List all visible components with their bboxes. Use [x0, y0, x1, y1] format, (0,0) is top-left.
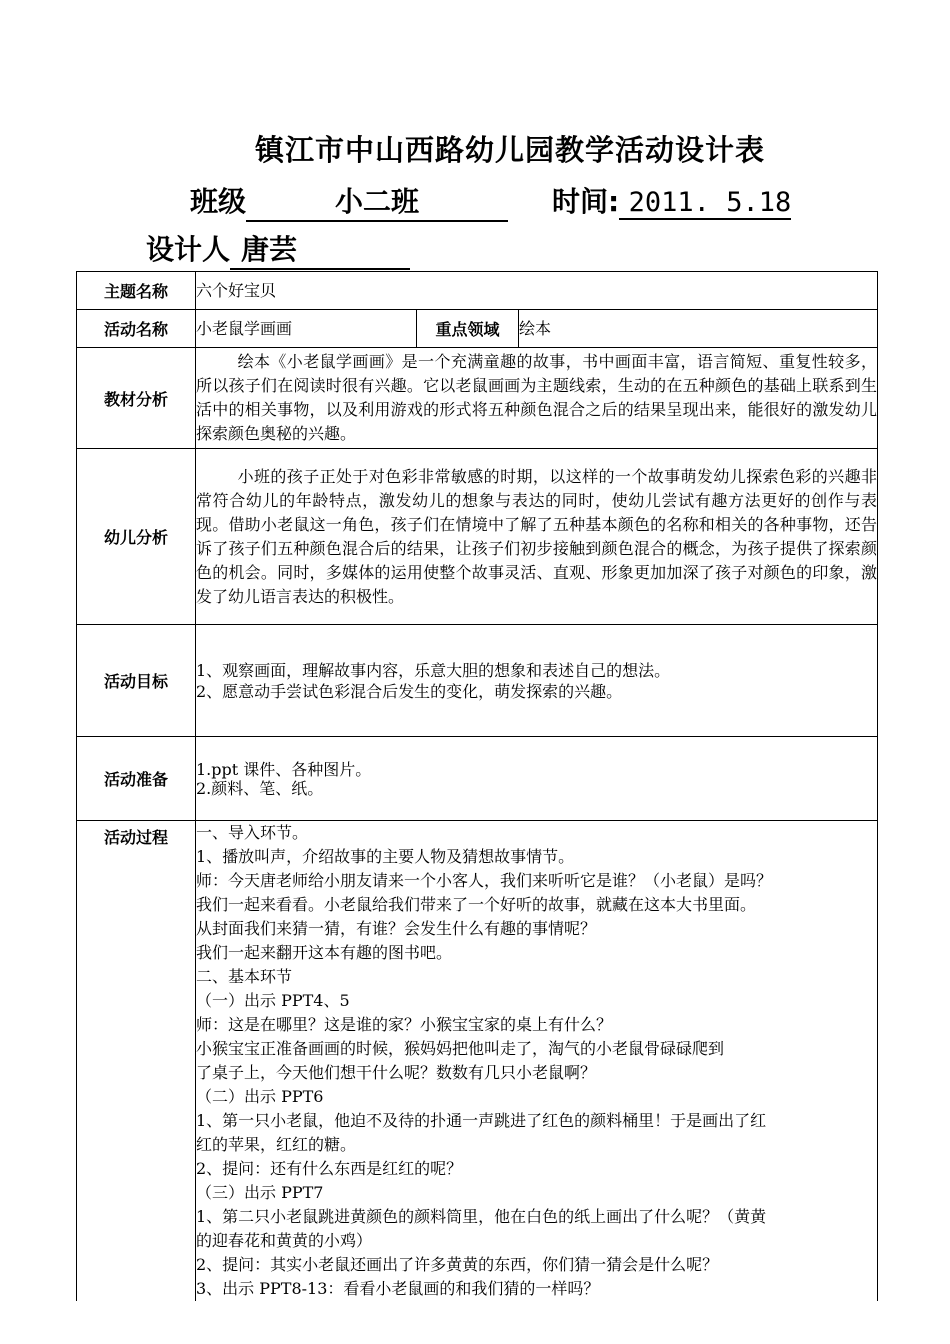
designer-value: 唐芸 — [230, 228, 410, 270]
process-line: 师：今天唐老师给小朋友请来一个小客人，我们来听听它是谁？（小老鼠）是吗？ — [196, 871, 773, 890]
process-line: 我们一起来翻开这本有趣的图书吧。 — [196, 943, 453, 962]
activity-design-table — [76, 271, 878, 1301]
designer-label: 设计人 — [146, 233, 231, 266]
document-title: 镇江市中山西路幼儿园教学活动设计表 — [254, 133, 765, 167]
process-line: 1、播放叫声，介绍故事的主要人物及猜想故事情节。 — [196, 847, 575, 866]
process-line: 我们一起来看看。小老鼠给我们带来了一个好听的故事，就藏在这本大书里面。 — [196, 895, 757, 914]
child-analysis-label: 幼儿分析 — [77, 449, 196, 625]
process-line: （三）出示 PPT7 — [196, 1183, 324, 1202]
process-line: 3、出示 PPT8-13：看看小老鼠画的和我们猜的一样吗？ — [196, 1279, 600, 1298]
child-analysis-cell — [196, 449, 878, 625]
theme-label: 主题名称 — [77, 272, 196, 310]
process-line: 了桌子上，今天他们想干什么呢？数数有几只小老鼠啊？ — [196, 1063, 597, 1082]
process-line: 1、第二只小老鼠跳进黄颜色的颜料筒里，他在白色的纸上画出了什么呢？（黄黄 — [196, 1207, 767, 1226]
material-analysis-text: 绘本《小老鼠学画画》是一个充满童趣的故事，书中画面丰富，语言简短、重复性较多，所以孩子们在阅读时很有兴趣。它以老鼠画画为主题线索，生动的在五种颜色的基础上联系到生活中的相关事物，以及利用游戏的形式将五种颜色混合之后的结果呈现出来，能很好的激发幼儿探索颜色奥秘的兴趣。 — [196, 352, 877, 443]
process-line: 1、第一只小老鼠，他迫不及待的扑通一声跳进了红色的颜料桶里！于是画出了红 — [196, 1111, 767, 1130]
time-value: 2011. 5.18 — [619, 187, 791, 220]
theme-value: 六个好宝贝 — [196, 272, 878, 310]
activity-name-label: 活动名称 — [77, 310, 196, 348]
process-line: 一、导入环节。 — [196, 823, 309, 842]
preparation-item: 2.颜料、笔、纸。 — [196, 778, 324, 798]
goal-item: 1、观察画面，理解故事内容，乐意大胆的想象和表述自己的想法。 — [196, 660, 671, 680]
goal-item: 2、愿意动手尝试色彩混合后发生的变化，萌发探索的兴趣。 — [196, 681, 623, 701]
preparation-item: 1.ppt 课件、各种图片。 — [196, 759, 372, 779]
class-value: 小二班 — [246, 180, 508, 222]
designer-line — [146, 228, 410, 270]
domain-label: 重点领域 — [417, 310, 519, 348]
preparation-cell — [196, 737, 878, 821]
process-line: （二）出示 PPT6 — [196, 1087, 324, 1106]
goals-label: 活动目标 — [77, 625, 196, 737]
process-line: （一）出示 PPT4、5 — [196, 991, 350, 1010]
goals-cell — [196, 625, 878, 737]
process-line: 的迎春花和黄黄的小鸡） — [196, 1231, 373, 1250]
preparation-label: 活动准备 — [77, 737, 196, 821]
class-label: 班级 — [190, 185, 247, 218]
time-label: 时间: — [552, 185, 620, 218]
process-line: 二、基本环节 — [196, 967, 293, 986]
process-line: 2、提问：还有什么东西是红红的呢？ — [196, 1159, 463, 1178]
activity-name-value: 小老鼠学画画 — [196, 310, 417, 348]
material-analysis-label: 教材分析 — [77, 348, 196, 449]
material-analysis-cell — [196, 348, 878, 449]
domain-value: 绘本 — [519, 310, 878, 348]
process-line: 红的苹果，红红的糖。 — [196, 1135, 357, 1154]
process-line: 师：这是在哪里？这是谁的家？小猴宝宝家的桌上有什么？ — [196, 1015, 613, 1034]
process-cell — [196, 821, 878, 1302]
process-line: 小猴宝宝正准备画画的时候，猴妈妈把他叫走了，淘气的小老鼠骨碌碌爬到 — [196, 1039, 725, 1058]
child-analysis-text: 小班的孩子正处于对色彩非常敏感的时期，以这样的一个故事萌发幼儿探索色彩的兴趣非常符合幼儿的年龄特点，激发幼儿的想象与表达的同时，使幼儿尝试有趣方法更好的创作与表现。借助小老鼠这一角色，孩子们在情境中了解了五种基本颜色的名称和相关的各种事物，还告诉了孩子们五种颜色混合后的结果，让孩子们初步接触到颜色混合的概念，为孩子提供了探索颜色的机会。同时，多媒体的运用使整个故事灵活、直观、形象更加加深了孩子对颜色的印象，激发了幼儿语言表达的积极性。 — [196, 466, 877, 606]
process-line: 2、提问：其实小老鼠还画出了许多黄黄的东西，你们猜一猜会是什么呢？ — [196, 1255, 719, 1274]
process-label: 活动过程 — [77, 821, 196, 1302]
process-line: 从封面我们来猜一猜，有谁？会发生什么有趣的事情呢？ — [196, 919, 597, 938]
class-time-line — [190, 180, 791, 222]
